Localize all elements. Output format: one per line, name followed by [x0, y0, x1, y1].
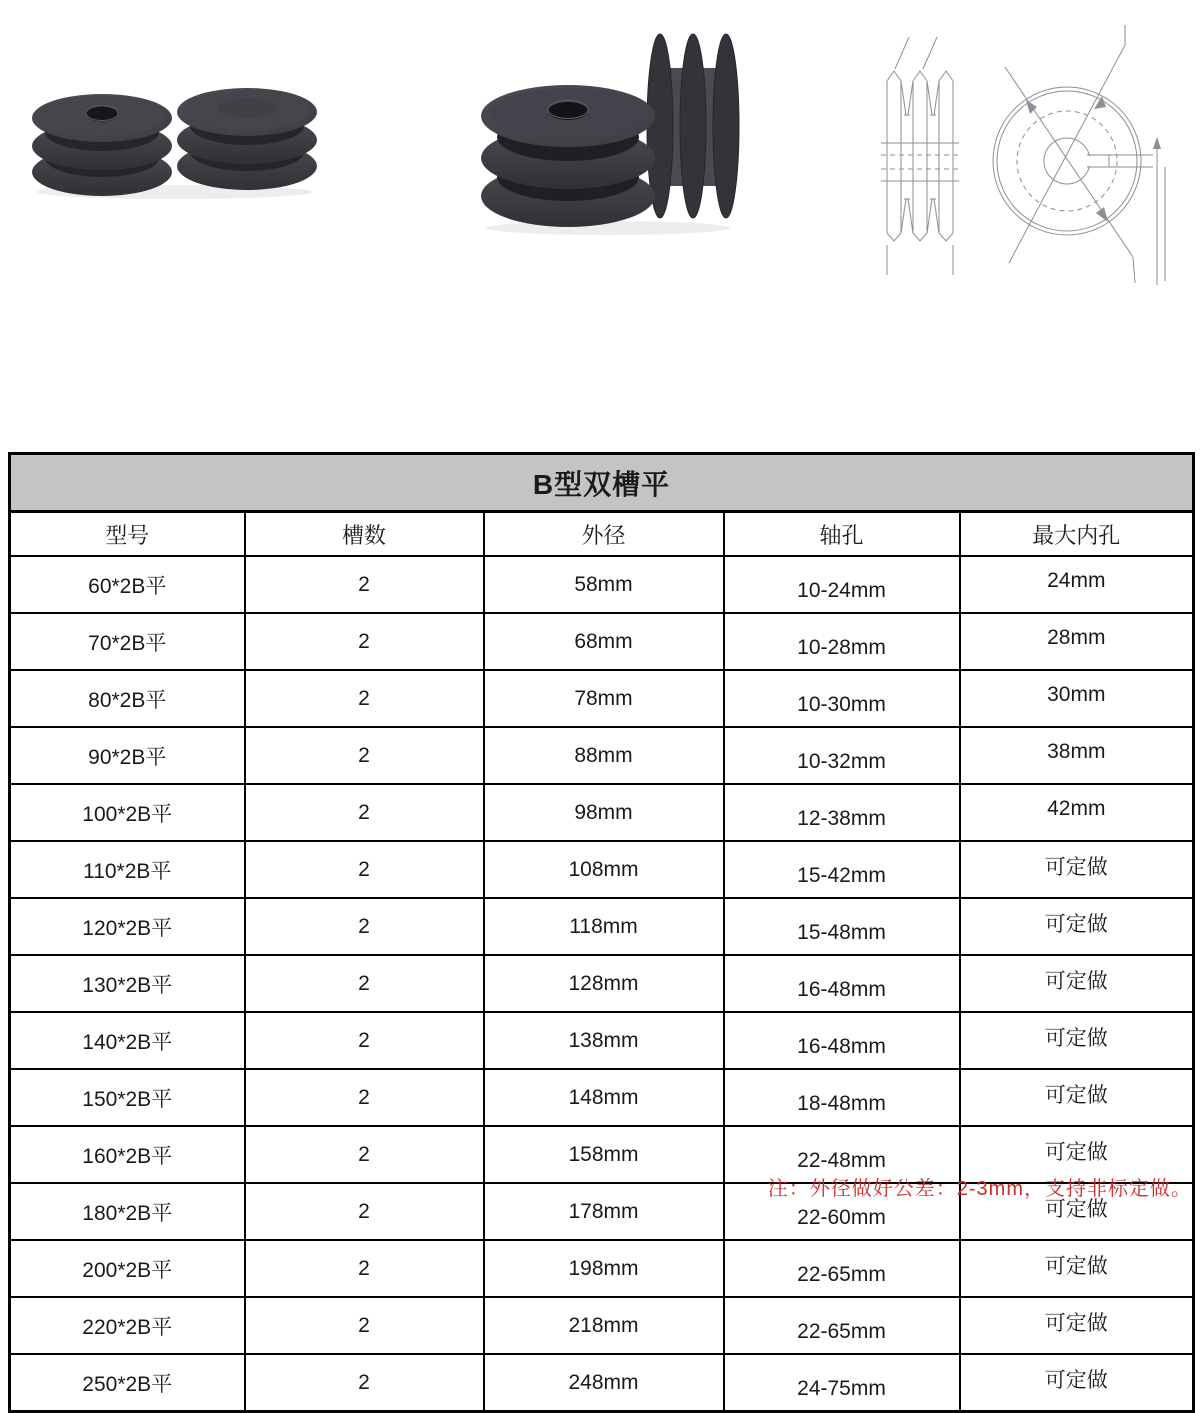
cell-model: 60*2B平	[10, 556, 245, 613]
cell-max-bore: 可定做	[960, 1183, 1194, 1240]
arrow-icon	[1094, 96, 1106, 109]
drawing-keyway	[1087, 155, 1153, 167]
cell-outer-diameter: 78mm	[484, 670, 724, 727]
table-row	[10, 841, 1194, 898]
cell-grooves: 2	[245, 1354, 484, 1412]
pulley-lying	[481, 85, 655, 227]
cell-model: 130*2B平	[10, 955, 245, 1012]
cell-grooves: 2	[245, 613, 484, 670]
arrow-icon	[1153, 137, 1161, 149]
pulley-left	[32, 94, 172, 196]
cell-grooves: 2	[245, 955, 484, 1012]
cell-shaft-hole: 15-48mm	[724, 898, 960, 955]
cell-shaft-hole: 16-48mm	[724, 1012, 960, 1069]
cell-max-bore: 可定做	[960, 1126, 1194, 1183]
cell-outer-diameter: 68mm	[484, 613, 724, 670]
cell-max-bore: 可定做	[960, 898, 1194, 955]
cell-max-bore: 24mm	[960, 556, 1194, 613]
column-header-shaft-hole: 轴孔	[724, 512, 960, 557]
cell-max-bore: 可定做	[960, 841, 1194, 898]
cell-shaft-hole: 16-48mm	[724, 955, 960, 1012]
table-row	[10, 670, 1194, 727]
cell-grooves: 2	[245, 898, 484, 955]
drawing-side-view	[881, 37, 959, 275]
cell-model: 150*2B平	[10, 1069, 245, 1126]
cell-grooves: 2	[245, 841, 484, 898]
pulley-technical-drawing	[875, 15, 1165, 285]
cell-outer-diameter: 158mm	[484, 1126, 724, 1183]
cell-shaft-hole: 10-24mm	[724, 556, 960, 613]
cell-outer-diameter: 248mm	[484, 1354, 724, 1412]
cell-outer-diameter: 98mm	[484, 784, 724, 841]
tolerance-note: 注：外径做好公差：2-3mm，支持非标定做。	[767, 1178, 1192, 1200]
cell-model: 110*2B平	[10, 841, 245, 898]
cell-shaft-hole: 24-75mm	[724, 1354, 960, 1412]
cell-model: 180*2B平	[10, 1183, 245, 1240]
cell-grooves: 2	[245, 1126, 484, 1183]
table-row	[10, 1354, 1194, 1412]
spec-table	[8, 452, 1195, 1413]
cell-model: 200*2B平	[10, 1240, 245, 1297]
cell-model: 220*2B平	[10, 1297, 245, 1354]
table-row	[10, 1240, 1194, 1297]
drawing-dimension-lines	[1157, 143, 1165, 285]
cell-model: 100*2B平	[10, 784, 245, 841]
cell-grooves: 2	[245, 670, 484, 727]
spec-table-header-row	[10, 512, 1194, 557]
cell-max-bore: 可定做	[960, 1012, 1194, 1069]
column-header-grooves: 槽数	[245, 512, 484, 557]
pulley-standing	[647, 34, 739, 218]
cell-max-bore: 可定做	[960, 955, 1194, 1012]
pulley-pair-photo-svg	[30, 80, 320, 200]
cell-outer-diameter: 198mm	[484, 1240, 724, 1297]
cell-shaft-hole: 10-30mm	[724, 670, 960, 727]
table-row	[10, 1012, 1194, 1069]
cell-shaft-hole: 22-60mm	[724, 1183, 960, 1240]
cell-max-bore: 42mm	[960, 784, 1194, 841]
cell-grooves: 2	[245, 727, 484, 784]
cell-model: 120*2B平	[10, 898, 245, 955]
table-row	[10, 1297, 1194, 1354]
cell-outer-diameter: 88mm	[484, 727, 724, 784]
cell-max-bore: 30mm	[960, 670, 1194, 727]
table-row	[10, 898, 1194, 955]
cell-grooves: 2	[245, 556, 484, 613]
spec-table-body	[10, 556, 1194, 1412]
table-row	[10, 955, 1194, 1012]
pulley-right	[177, 88, 317, 190]
cell-grooves: 2	[245, 784, 484, 841]
cell-model: 160*2B平	[10, 1126, 245, 1183]
cell-outer-diameter: 108mm	[484, 841, 724, 898]
cell-shaft-hole: 22-65mm	[724, 1297, 960, 1354]
cell-shaft-hole: 12-38mm	[724, 784, 960, 841]
cell-shaft-hole: 15-42mm	[724, 841, 960, 898]
column-header-outer-diameter: 外径	[484, 512, 724, 557]
pulley-bore-hole	[86, 107, 118, 122]
table-title: B型双槽平	[10, 454, 1194, 512]
pulley-bore-hole	[548, 102, 588, 120]
cell-shaft-hole: 22-48mm	[724, 1126, 960, 1183]
cell-max-bore: 可定做	[960, 1240, 1194, 1297]
cell-max-bore: 38mm	[960, 727, 1194, 784]
cell-grooves: 2	[245, 1240, 484, 1297]
table-row	[10, 784, 1194, 841]
cell-shaft-hole: 10-28mm	[724, 613, 960, 670]
cell-shaft-hole: 10-32mm	[724, 727, 960, 784]
cell-grooves: 2	[245, 1297, 484, 1354]
cell-outer-diameter: 118mm	[484, 898, 724, 955]
pulley-pair-photo	[30, 80, 320, 200]
cell-model: 70*2B平	[10, 613, 245, 670]
column-header-max-bore: 最大内孔	[960, 512, 1194, 557]
table-row	[10, 613, 1194, 670]
cell-grooves: 2	[245, 1183, 484, 1240]
table-row	[10, 727, 1194, 784]
cell-model: 80*2B平	[10, 670, 245, 727]
cell-max-bore: 可定做	[960, 1069, 1194, 1126]
table-title-row	[10, 454, 1194, 512]
cell-outer-diameter: 218mm	[484, 1297, 724, 1354]
cell-outer-diameter: 138mm	[484, 1012, 724, 1069]
pulley-top-side-photo	[478, 28, 748, 238]
cell-outer-diameter: 178mm	[484, 1183, 724, 1240]
drawing-bore-circle	[1044, 138, 1090, 184]
pulley-technical-drawing-svg	[875, 15, 1165, 285]
cell-max-bore: 28mm	[960, 613, 1194, 670]
cell-shaft-hole: 22-65mm	[724, 1240, 960, 1297]
cell-model: 250*2B平	[10, 1354, 245, 1412]
cell-shaft-hole: 18-48mm	[724, 1069, 960, 1126]
cell-outer-diameter: 148mm	[484, 1069, 724, 1126]
cell-model: 90*2B平	[10, 727, 245, 784]
pulley-top-side-photo-svg	[478, 28, 748, 238]
table-row	[10, 1069, 1194, 1126]
cell-grooves: 2	[245, 1012, 484, 1069]
drawing-front-view	[993, 25, 1165, 285]
cell-model: 140*2B平	[10, 1012, 245, 1069]
cell-max-bore: 可定做	[960, 1297, 1194, 1354]
column-header-model: 型号	[10, 512, 245, 557]
arrow-icon	[1096, 207, 1108, 222]
cell-outer-diameter: 128mm	[484, 955, 724, 1012]
cell-outer-diameter: 58mm	[484, 556, 724, 613]
table-row	[10, 556, 1194, 613]
cell-max-bore: 可定做	[960, 1354, 1194, 1412]
cell-grooves: 2	[245, 1069, 484, 1126]
